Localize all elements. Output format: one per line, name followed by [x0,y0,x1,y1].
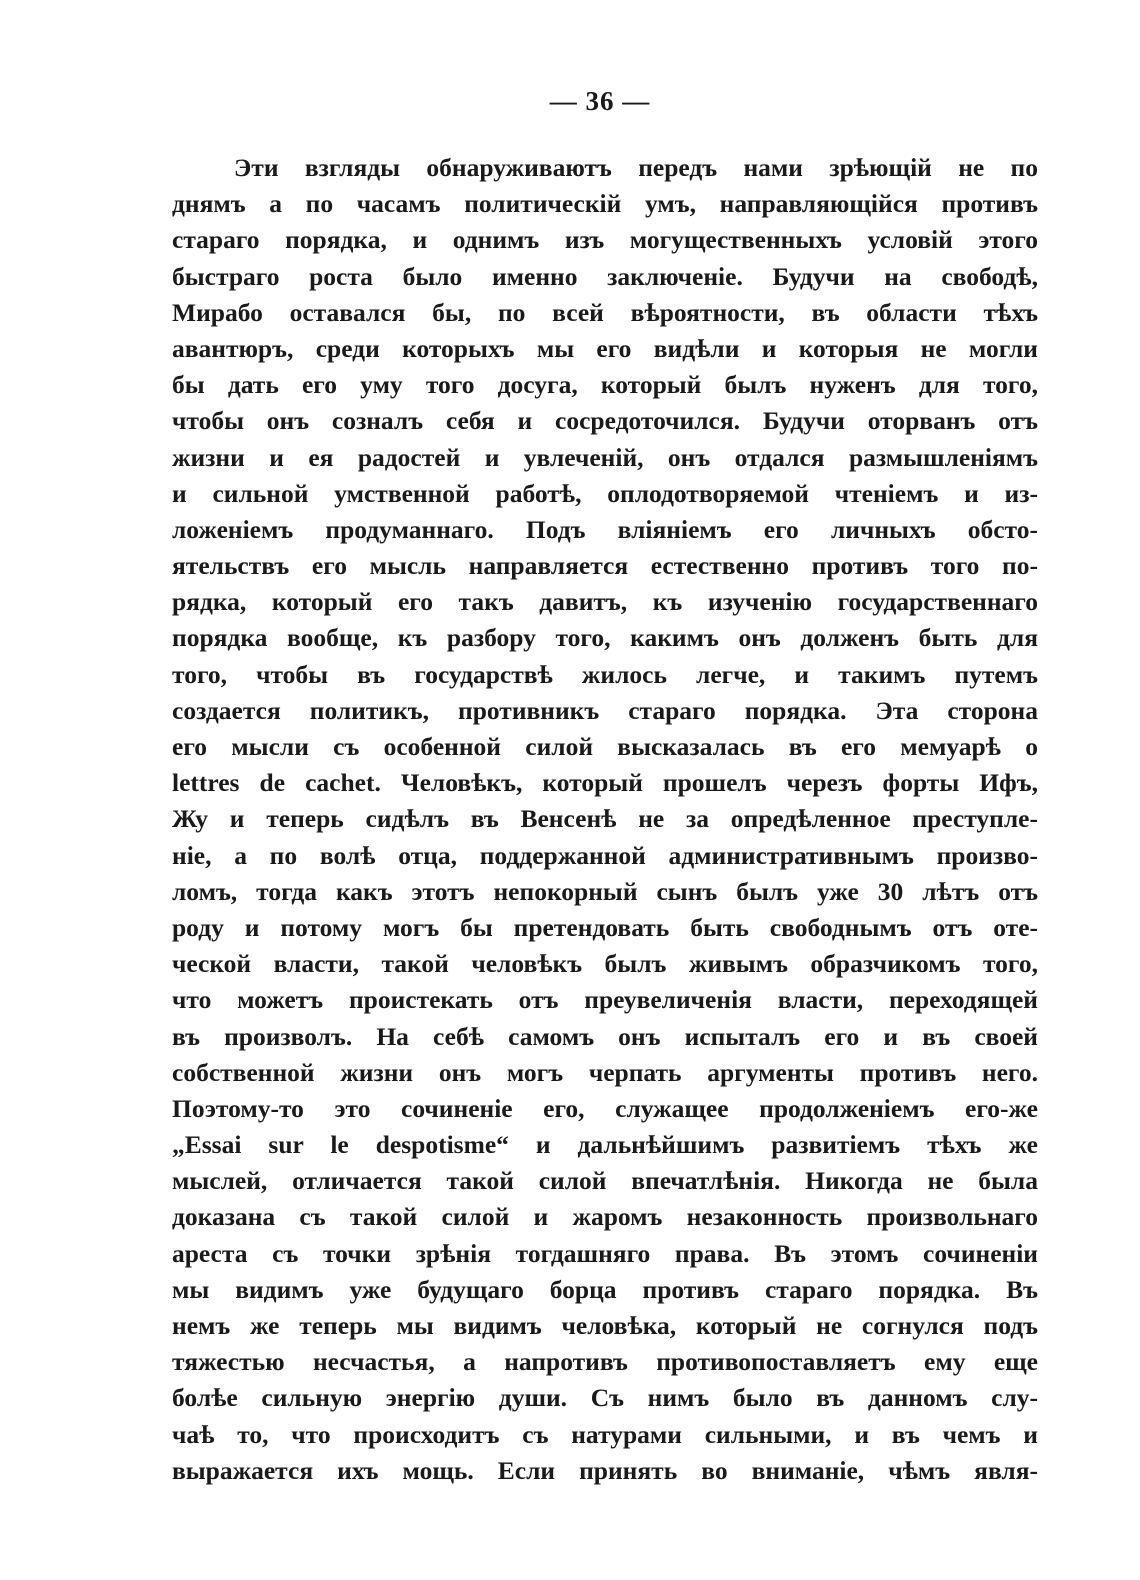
text-line: стараго порядка, и однимъ изъ могущественныхъ условій этого [172,225,1038,255]
text-line: чтобы онъ созналъ себя и сосредоточился. Будучи оторванъ отъ [172,406,1038,436]
text-line: Жу и теперь сидѣлъ въ Венсенѣ не за опредѣленное преступле- [172,804,1038,834]
text-line: ложеніемъ продуманнаго. Подъ вліяніемъ его личныхъ обсто- [172,514,1038,544]
page-number: — 36 — [549,86,651,116]
text-line: мыслей, отличается такой силой впечатлѣнія. Никогда не была [172,1166,1038,1196]
text-line: того, чтобы въ государствѣ жилось легче, и такимъ путемъ [172,659,1038,689]
text-line: ческой власти, такой человѣкъ былъ живымъ образчикомъ того, [172,949,1038,979]
text-line: Поэтому-то это сочиненіе его, служащее продолженіемъ его-же [172,1093,1038,1123]
text-line: быстраго роста было именно заключеніе. Будучи на свободѣ, [172,261,1038,291]
text-line: мы видимъ уже будущаго борца противъ стараго порядка. Въ [172,1274,1038,1304]
text-line: ломъ, тогда какъ этотъ непокорный сынъ былъ уже 30 лѣтъ отъ [172,876,1038,906]
text-line: чаѣ то, что происходитъ съ натурами сильными, и въ чемъ и [172,1419,1038,1449]
text-line: Мирабо оставался бы, по всей вѣроятности, въ области тѣхъ [172,297,1038,327]
text-line: ятельствъ его мысль направляется естественно противъ того по- [172,551,1038,581]
text-line: ніе, а по волѣ отца, поддержанной административнымъ произво- [172,840,1038,870]
text-line: жизни и ея радостей и увлеченій, онъ отдался размышленіямъ [172,442,1038,472]
text-line: авантюръ, среди которыхъ мы его видѣли и которыя не могли [172,333,1038,363]
text-line: доказана съ такой силой и жаромъ незаконность произвольнаго [172,1202,1038,1232]
text-line: болѣе сильную энергію души. Съ нимъ было въ данномъ слу- [172,1383,1038,1413]
text-line: lettres de cachet. Человѣкъ, который прошелъ черезъ форты Ифъ, [172,768,1038,798]
text-line: ареста съ точки зрѣнія тогдашняго права. Въ этомъ сочиненіи [172,1238,1038,1268]
text-line: бы дать его уму того досуга, который былъ нуженъ для того, [172,370,1038,400]
text-line: въ произволъ. На себѣ самомъ онъ испыталъ его и въ своей [172,1021,1038,1051]
text-line: и сильной умственной работѣ, оплодотворяемой чтеніемъ и из- [172,478,1038,508]
text-line: Эти взгляды обнаруживаютъ передъ нами зрѣющій не по [234,153,1038,182]
text-line: немъ же теперь мы видимъ человѣка, который не согнулся подъ [172,1311,1038,1340]
text-line: роду и потому могъ бы претендовать быть свободнымъ отъ оте- [172,912,1038,942]
text-line: что можетъ проистекать отъ преувеличенія власти, переходящей [172,985,1038,1015]
text-line: его мысли съ особенной силой высказалась въ его мемуарѣ о [172,732,1038,761]
text-line: рядка, который его такъ давитъ, къ изученію государственнаго [172,587,1038,617]
text-line: собственной жизни онъ могъ черпать аргументы противъ него. [172,1057,1038,1087]
text-line: тяжестью несчастья, а напротивъ противопоставляетъ ему еще [172,1347,1038,1377]
text-line: создается политикъ, противникъ стараго порядка. Эта сторона [172,695,1038,725]
text-line: днямъ а по часамъ политическій умъ, направляющійся противъ [172,189,1038,219]
text-line: порядка вообще, къ разбору того, какимъ онъ долженъ быть для [172,623,1038,653]
text-line: „Essai sur le despotisme“ и дальнѣйшимъ развитіемъ тѣхъ же [172,1130,1038,1160]
text-line: выражается ихъ мощь. Если принять во вниманіе, чѣмъ явля- [172,1455,1038,1485]
body-text [172,150,1038,1489]
